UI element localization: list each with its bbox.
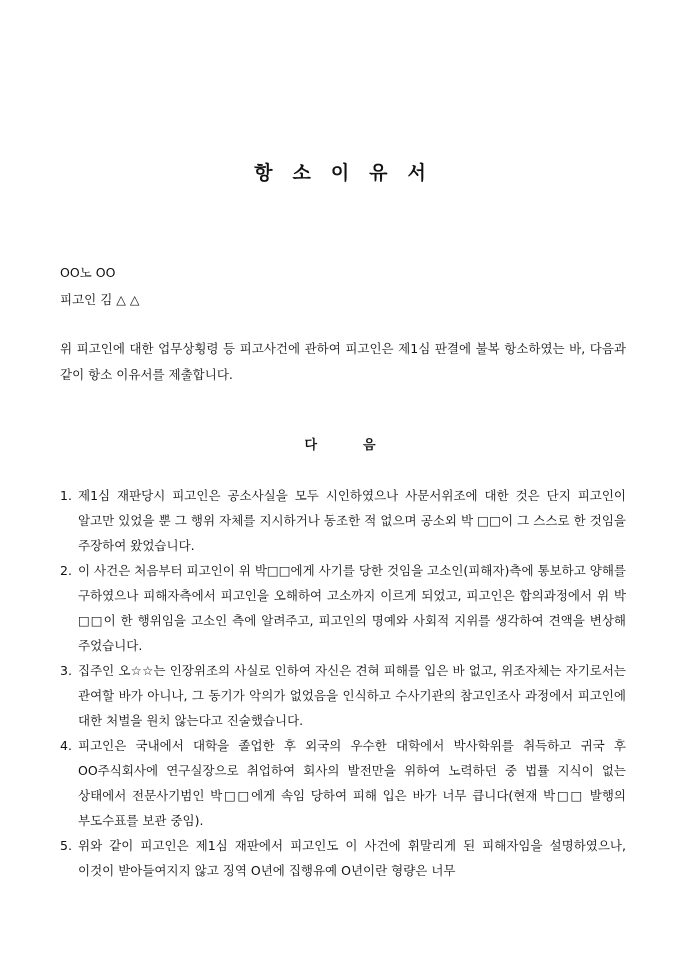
case-number: OO노 OO bbox=[60, 265, 116, 280]
item-number: 4. bbox=[60, 738, 72, 753]
item-number: 5. bbox=[60, 838, 72, 853]
document-title: 항소이유서 bbox=[254, 162, 446, 184]
defendant-name: 피고인 김 △ △ bbox=[60, 292, 140, 307]
item-number: 2. bbox=[60, 563, 72, 578]
item-text: 제1심 재판당시 피고인은 공소사실을 모두 시인하였으나 사문서위조에 대한 것은 단지 피고인이 알고만 있었을 뿐 그 행위 자체를 지시하거나 동조한 적 없으며 공소외 박 □□이 그 스스로 한 것임을 주장하여 왔었습니다. bbox=[78, 488, 626, 553]
list-item bbox=[60, 658, 626, 733]
list-item bbox=[60, 483, 626, 558]
item-number: 1. bbox=[60, 488, 72, 503]
intro-paragraph: 위 피고인에 대한 업무상횡령 등 피고사건에 관하여 피고인은 제1심 판결에 불복 항소하였는 바, 다음과 같이 항소 이유서를 제출합니다. bbox=[60, 341, 626, 382]
item-text: 집주인 오☆☆는 인장위조의 사실로 인하여 자신은 견혀 피해를 입은 바 없고, 위조자체는 자기로서는 관여할 바가 아니나, 그 동기가 악의가 없었음을 인식하고 수사기관의 참고인조사 과정에서 피고인에 대한 처벌을 원치 않는다고 진술했습니다. bbox=[78, 663, 626, 728]
list-item bbox=[60, 558, 626, 658]
item-text: 위와 같이 피고인은 제1심 재판에서 피고인도 이 사건에 휘말리게 된 피해자임을 설명하였으나, 이것이 받아들여지지 않고 징역 O년에 집행유예 O년이란 형량은 너무 bbox=[78, 838, 626, 878]
item-text: 이 사건은 처음부터 피고인이 위 박□□에게 사기를 당한 것임을 고소인(피해자)측에 통보하고 양해를 구하였으나 피해자측에서 피고인을 오해하여 고소까지 이르게 되었고, 피고인은 합의과정에서 위 박□□이 한 행위임을 고소인 측에 알려주고, 피고인의 명예와 사회적 지위를 생각하여 견액을 변상해 주었습니다. bbox=[78, 563, 627, 653]
item-text: 피고인은 국내에서 대학을 졸업한 후 외국의 우수한 대학에서 박사학위를 취득하고 귀국 후 OO주식회사에 연구실장으로 취업하여 회사의 발전만을 위하여 노력하던 중 법률 지식이 없는 상태에서 전문사기범인 박□□에게 속임 당하여 피해 입은 바가 너무 큽니다(현재 박□□ 발행의 부도수표를 보관 중임). bbox=[78, 738, 626, 828]
section-heading bbox=[0, 434, 680, 453]
item-number: 3. bbox=[60, 663, 72, 678]
reasons-list bbox=[60, 483, 626, 883]
list-item bbox=[60, 733, 626, 833]
heading-left: 다 bbox=[304, 438, 317, 453]
heading-right: 음 bbox=[363, 438, 376, 453]
list-item bbox=[60, 833, 626, 883]
